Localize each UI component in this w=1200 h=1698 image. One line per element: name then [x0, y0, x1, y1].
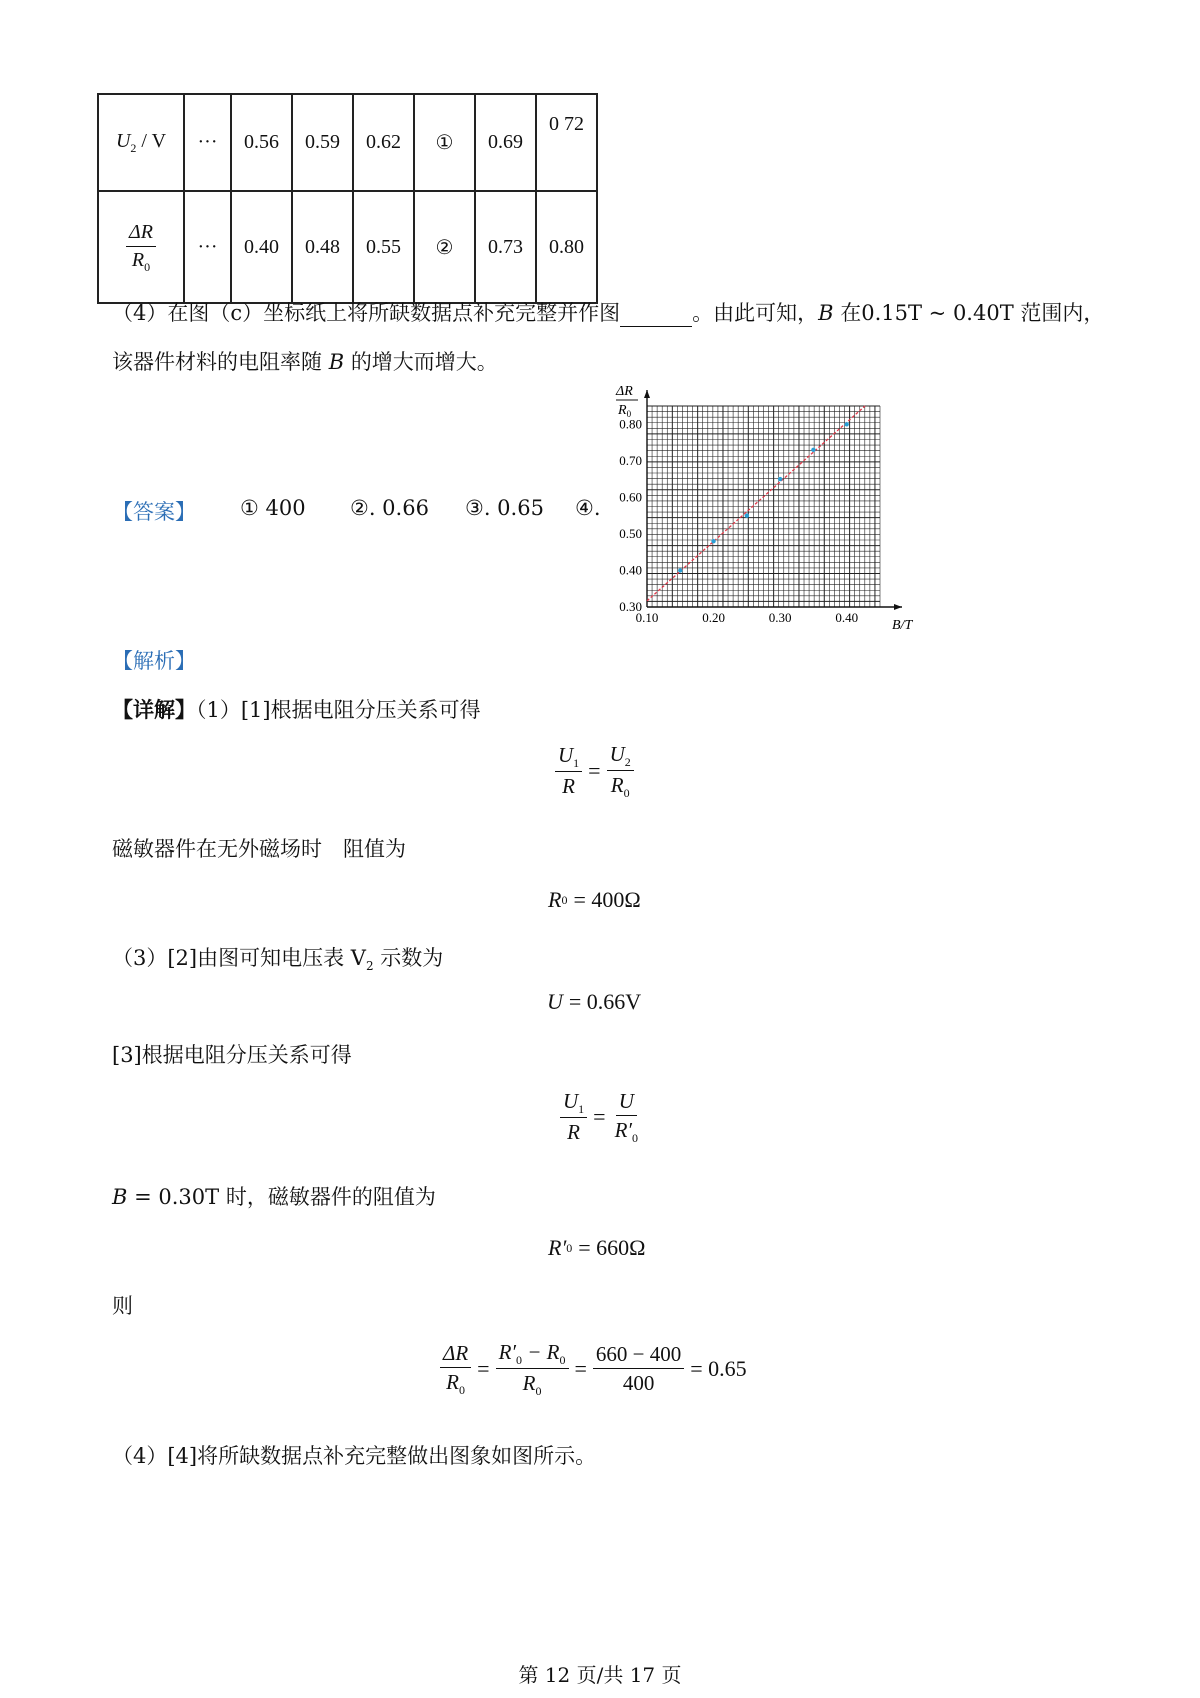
- chart-series: [647, 406, 865, 601]
- analysis-label: 【解析】: [112, 649, 196, 673]
- data-point: [811, 448, 815, 452]
- table-cell: ②: [414, 191, 475, 303]
- answer-label: 【答案】: [112, 500, 196, 524]
- x-tick-label: 0.20: [702, 610, 725, 625]
- equation-6: $\frac{\Delta R}{R_0}$ = $\frac{R'_0 - R_0}{R_0}$ = $\frac{660 - 400}{400}$ = 0.65: [440, 1338, 747, 1400]
- table-cell: 0.56: [231, 94, 292, 191]
- y-tick-label: 0.40: [619, 562, 642, 578]
- equation-4: $\frac{U_1}{R}$ = $\frac{U}{R'_0}$: [560, 1087, 641, 1147]
- y-axis-label-den: $R_0$: [618, 403, 632, 419]
- y-tick-label: 0.30: [619, 599, 642, 614]
- answer-item-4: ④.: [575, 496, 601, 520]
- table-cell: ①: [414, 94, 475, 191]
- table-cell: 0.48: [292, 191, 353, 303]
- answer-item-2: ②. 0.66: [350, 496, 429, 520]
- table-cell: ···: [184, 191, 231, 303]
- chart-grid: [647, 406, 880, 607]
- text-q4-answer: （4）[4]将所缺数据点补充完整做出图象如图所示。: [112, 1444, 597, 1468]
- x-tick-label: 0.30: [768, 610, 792, 625]
- table-cell: 0.55: [353, 191, 414, 303]
- x-axis-label: B/T: [892, 618, 913, 632]
- answer-blank: [620, 306, 692, 327]
- page-footer: 第 12 页/共 17 页: [518, 1663, 682, 1687]
- y-tick-label: 0.60: [619, 489, 642, 505]
- equation-3: U = 0.66V: [547, 989, 642, 1014]
- data-point: [845, 422, 849, 426]
- data-point: [711, 539, 715, 543]
- data-table: [97, 93, 598, 304]
- table-cell: 0.73: [475, 191, 536, 303]
- detail-line: 【详解】（1）[1]根据电阻分压关系可得: [112, 697, 481, 722]
- table-cell: 0.62: [353, 94, 414, 191]
- question-4-line1: （4）在图（c）坐标纸上将所缺数据点补充完整并作图 。由此可知，B 在0.15T ~ 0.40T 范围内，: [112, 301, 1105, 325]
- y-axis-arrow: [644, 390, 650, 398]
- graph-c: [600, 382, 920, 632]
- x-tick-label: 0.10: [635, 610, 659, 625]
- x-tick-label: 0.40: [835, 610, 859, 625]
- x-axis-arrow: [894, 604, 902, 610]
- table-cell: 0.80: [536, 191, 597, 303]
- text-3: [3]根据电阻分压关系可得: [112, 1043, 352, 1067]
- table-cell: 0.69: [475, 94, 536, 191]
- text-b030: B = 0.30T 时，磁敏器件的阻值为: [112, 1185, 436, 1209]
- text-no-field: 磁敏器件在无外磁场时 阻值为: [112, 837, 406, 861]
- data-point: [778, 477, 782, 481]
- y-axis-label-num: ΔR: [616, 384, 633, 399]
- row-label-u2: $U_2$ / V: [98, 94, 184, 191]
- row-label-dr-r0: $\frac{\Delta R}{R_0}$: [98, 191, 184, 303]
- data-point: [678, 568, 682, 572]
- y-tick-label: 0.80: [619, 416, 642, 432]
- answer-item-1: ① 400: [240, 496, 306, 520]
- answer-item-3: ③. 0.65: [465, 496, 544, 520]
- table-cell: ···: [184, 94, 231, 191]
- table-cell: 0.59: [292, 94, 353, 191]
- table-row: [98, 94, 597, 191]
- table-row: [98, 191, 597, 303]
- table-cell: 0.40: [231, 191, 292, 303]
- question-4-line2: 该器件材料的电阻率随 B 的增大而增大。: [112, 350, 498, 374]
- y-tick-label: 0.70: [619, 452, 642, 468]
- y-tick-label: 0.50: [619, 525, 642, 541]
- table-cell: 0 72: [536, 94, 597, 191]
- equation-5: R′ 0 = 660Ω: [548, 1235, 646, 1260]
- data-point: [745, 513, 749, 517]
- equation-2: R 0 = 400Ω: [548, 887, 641, 912]
- equation-1: $\frac{U_1}{R}$ = $\frac{U_2}{R_0}$: [555, 740, 634, 802]
- text-then: 则: [112, 1294, 133, 1318]
- text-q3: （3）[2]由图可知电压表 $V_2$ 示数为: [112, 946, 444, 974]
